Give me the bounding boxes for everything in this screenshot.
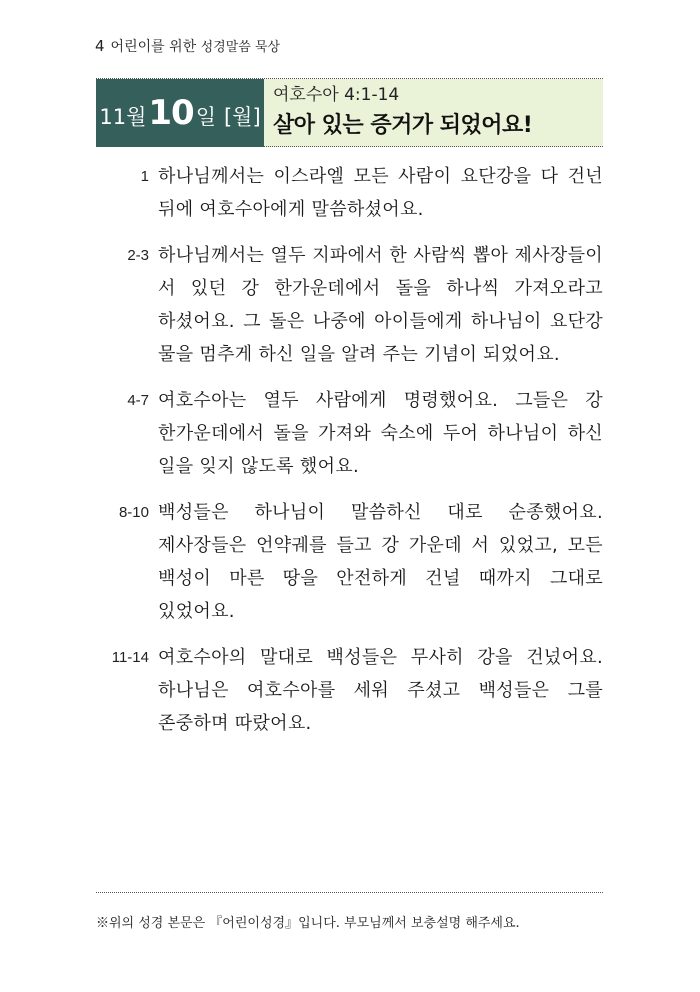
title-block [96, 78, 603, 147]
page-number: 4 [95, 37, 105, 55]
date-month: 11월 [99, 105, 147, 129]
verse-text: 여호수아는 열두 사람에게 명령했어요. 그들은 강 한가운데에서 돌을 가져와 숙소에 두어 하나님이 하신 일을 잊지 않도록 했어요. [158, 390, 603, 477]
verse-text: 여호수아의 말대로 백성들은 무사히 강을 건넜어요. 하나님은 여호수아를 세워 주셨고 백성들은 그를 존중하며 따랐어요. [158, 647, 603, 734]
date-day-unit: 일 [195, 105, 216, 129]
verse-text: 하나님께서는 열두 지파에서 한 사람씩 뽑아 제사장들이 서 있던 강 한가운데에서 돌을 하나씩 가져오라고 하셨어요. 그 돌은 나중에 아이들에게 하나님이 요단강 물을 멈추게 하신 일을 알려 주는 기념이 되었어요. [158, 245, 603, 365]
verse-item [100, 496, 603, 628]
verse-number: 11-14 [111, 649, 149, 666]
verse-number: 8-10 [118, 504, 149, 521]
verse-item [100, 160, 603, 226]
verse-number: 2-3 [127, 247, 149, 264]
verse-item [100, 239, 603, 371]
footer-divider [96, 892, 603, 893]
scripture-reference: 여호수아 4:1-14 [273, 85, 400, 105]
date-box [96, 79, 264, 147]
footer-note: ※위의 성경 본문은 『어린이성경』입니다. 부모님께서 보충설명 해주세요. [96, 916, 520, 931]
verse-item [100, 384, 603, 483]
book-title-main: 어린이를 위한 [110, 39, 197, 55]
book-title-sub: 성경말씀 묵상 [200, 40, 281, 55]
verse-list [100, 160, 603, 753]
verse-item [100, 641, 603, 740]
date-weekday: [월] [223, 105, 261, 129]
running-header [95, 36, 280, 56]
verse-text: 하나님께서는 이스라엘 모든 사람이 요단강을 다 건넌 뒤에 여호수아에게 말씀하셨어요. [158, 166, 603, 220]
page-title: 살아 있는 증거가 되었어요! [273, 113, 533, 138]
verse-number: 1 [140, 168, 149, 185]
verse-text: 백성들은 하나님이 말씀하신 대로 순종했어요. 제사장들은 언약궤를 들고 강 가운데 서 있었고, 모든 백성이 마른 땅을 안전하게 건널 때까지 그대로 있었어요. [158, 502, 603, 622]
date-day: 10 [148, 93, 194, 133]
verse-number: 4-7 [127, 392, 149, 409]
book-title [111, 36, 281, 56]
title-panel [264, 79, 603, 147]
